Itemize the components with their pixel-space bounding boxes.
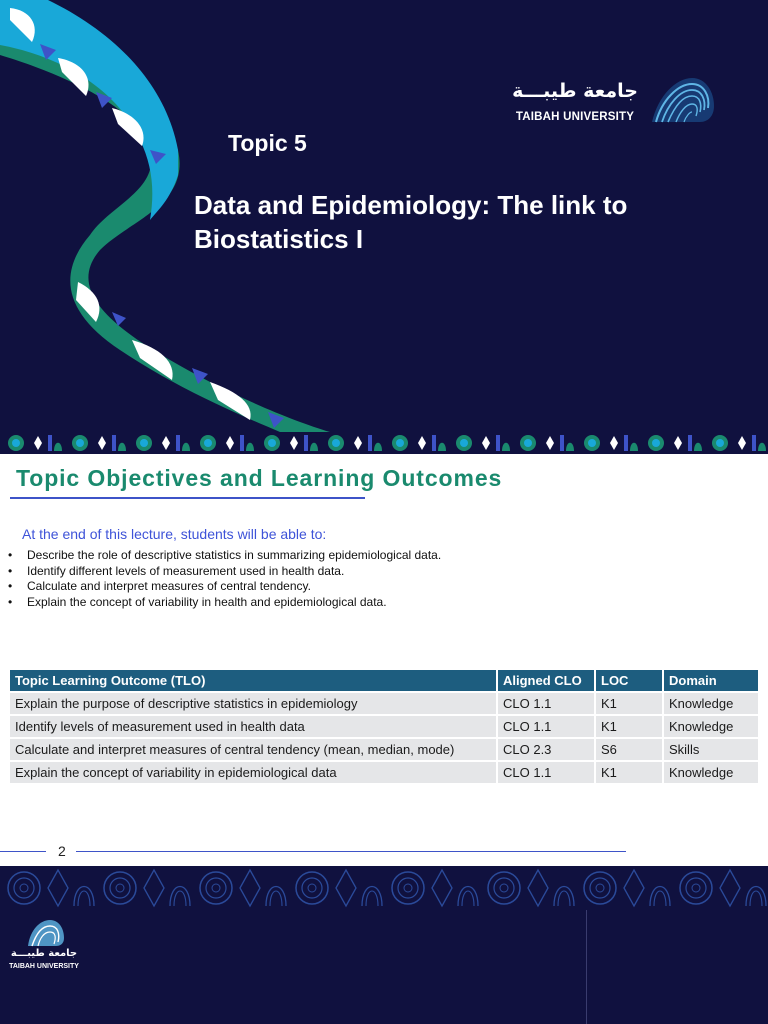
pattern-band [0, 866, 768, 910]
slide-title-line-2: Biostatistics I [194, 224, 364, 254]
cell-clo: CLO 1.1 [498, 693, 594, 714]
header-aligned-clo: Aligned CLO [498, 670, 594, 691]
intro-text: At the end of this lecture, students will be able to: [22, 526, 327, 542]
header-domain: Domain [664, 670, 758, 691]
table-row [10, 693, 758, 714]
cell-clo: CLO 2.3 [498, 739, 594, 760]
objective-item: • Identify different levels of measurement used in health data. [8, 564, 441, 580]
footer-divider [0, 851, 46, 852]
cell-loc: K1 [596, 693, 662, 714]
title-slide [0, 0, 768, 432]
title-underline [10, 497, 365, 499]
slide-title-line-1: Data and Epidemiology: The link to [194, 190, 628, 220]
logo-english-text: TAIBAH UNIVERSITY [9, 963, 79, 970]
slide-divider [586, 910, 587, 1024]
objectives-list [8, 548, 441, 610]
university-logo [512, 74, 722, 130]
header-tlo: Topic Learning Outcome (TLO) [10, 670, 496, 691]
header-loc: LOC [596, 670, 662, 691]
cell-domain: Knowledge [664, 693, 758, 714]
slide-title [194, 188, 734, 256]
cell-domain: Knowledge [664, 716, 758, 737]
objective-item: • Explain the concept of variability in health and epidemiological data. [8, 595, 441, 611]
logo-english-text: TAIBAH UNIVERSITY [515, 111, 635, 123]
university-emblem-icon [8, 916, 80, 948]
table-row [10, 739, 758, 760]
cell-loc: K1 [596, 716, 662, 737]
objective-item: • Calculate and interpret measures of central tendency. [8, 579, 441, 595]
cell-clo: CLO 1.1 [498, 716, 594, 737]
logo-arabic-text: جامعة طيبـــة [512, 80, 638, 102]
page-number: 2 [58, 843, 66, 859]
cell-loc: S6 [596, 739, 662, 760]
pattern-band [0, 432, 768, 454]
objective-item: • Describe the role of descriptive statistics in summarizing epidemiological data. [8, 548, 441, 564]
cell-loc: K1 [596, 762, 662, 783]
university-emblem-icon [650, 74, 716, 126]
cell-domain: Skills [664, 739, 758, 760]
table-row [10, 716, 758, 737]
cell-tlo: Explain the purpose of descriptive statistics in epidemiology [10, 693, 496, 714]
tlo-table [8, 668, 760, 785]
topic-label: Topic 5 [228, 130, 307, 156]
table-row [10, 762, 758, 783]
cell-domain: Knowledge [664, 762, 758, 783]
table-header-row [10, 670, 758, 691]
section-title: Topic Objectives and Learning Outcomes [16, 465, 503, 491]
cell-tlo: Calculate and interpret measures of central tendency (mean, median, mode) [10, 739, 496, 760]
footer-divider [76, 851, 626, 852]
logo-arabic-text: جامعة طيبـــة [10, 948, 78, 959]
cell-clo: CLO 1.1 [498, 762, 594, 783]
university-logo-small [8, 916, 88, 976]
cell-tlo: Explain the concept of variability in epidemiological data [10, 762, 496, 783]
cell-tlo: Identify levels of measurement used in health data [10, 716, 496, 737]
